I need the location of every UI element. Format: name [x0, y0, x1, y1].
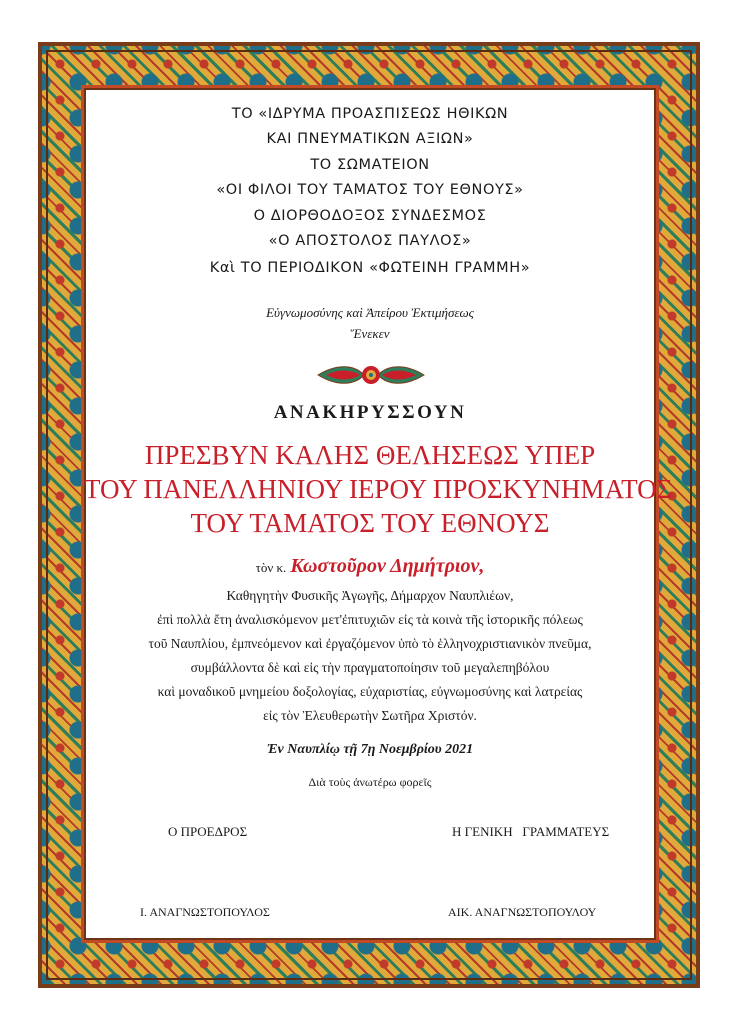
- on-behalf-line: Διὰ τοὺς ἀνωτέρω φορεῖς: [308, 775, 432, 789]
- header-line-6: «Ο ΑΠΟΣΤΟΛΟΣ ΠΑΥΛΟΣ»: [268, 233, 472, 249]
- header-line-3: ΤΟ ΣΩΜΑΤΕΙΟΝ: [310, 157, 430, 173]
- signature-name-right: ΑΙΚ. ΑΝΑΓΝΩΣΤΟΠΟΥΛΟΥ: [448, 905, 597, 919]
- signature-title-left: Ο ΠΡΟΕΔΡΟΣ: [168, 824, 248, 839]
- header-line-4: «ΟΙ ΦΙΛΟΙ ΤΟΥ ΤΑΜΑΤΟΣ ΤΟΥ ΕΘΝΟΥΣ»: [216, 182, 524, 198]
- body-line-4: συμβάλλοντα δὲ καὶ εἰς τὴν πραγματοποίησιν τοῦ μεγαλεπηβόλου: [190, 660, 550, 675]
- header-line-1: ΤΟ «ΙΔΡΥΜΑ ΠΡΟΑΣΠΙΣΕΩΣ ΗΘΙΚΩΝ: [231, 106, 509, 122]
- floral-ornament-icon: [316, 362, 426, 388]
- title-line-2: ΤΟΥ ΠΑΝΕΛΛΗΝΙΟΥ ΙΕΡΟΥ ΠΡΟΣΚΥΝΗΜΑΤΟΣ: [84, 474, 673, 504]
- body-line-6: εἰς τὸν Ἐλευθερωτὴν Σωτῆρα Χριστόν.: [263, 708, 477, 723]
- body-line-3: τοῦ Ναυπλίου, ἐμπνεόμενον καὶ ἐργαζόμενον ὑπὸ τὸ ἑλληνοχριστιανικὸν πνεῦμα,: [148, 636, 592, 651]
- recipient-prefix: τὸν κ.: [255, 560, 287, 575]
- signature-title-right: Η ΓΕΝΙΚΗ ΓΡΑΜΜΑΤΕΥΣ: [452, 824, 610, 839]
- body-line-1: Καθηγητὴν Φυσικῆς Ἀγωγῆς, Δήμαρχον Ναυπλιέων,: [226, 588, 514, 603]
- header-line-2: ΚΑΙ ΠΝΕΥΜΑΤΙΚΩΝ ΑΞΙΩΝ»: [266, 131, 474, 147]
- proclaim-heading: ΑΝΑΚΗΡΥΣΣΟΥΝ: [273, 402, 467, 423]
- gratitude-line-1: Εὐγνωμοσύνης καὶ Ἀπείρου Ἐκτιμήσεως: [266, 305, 474, 320]
- recipient-name: Κωστοῦρον Δημήτριον,: [290, 555, 485, 577]
- title-line-3: ΤΟΥ ΤΑΜΑΤΟΣ ΤΟΥ ΕΘΝΟΥΣ: [190, 508, 550, 538]
- header-line-5: Ο ΔΙΟΡΘΟΔΟΞΟΣ ΣΥΝΔΕΣΜΟΣ: [253, 208, 487, 224]
- recipient-line: [84, 555, 656, 578]
- body-line-5: καὶ μοναδικοῦ μνημείου δοξολογίας, εὐχαριστίας, εὐγνωμοσύνης καὶ λατρείας: [157, 684, 583, 699]
- body-line-2: ἐπὶ πολλὰ ἔτη ἀναλισκόμενον μετ'ἐπιτυχιῶν εἰς τὰ κοινὰ τῆς ἱστορικῆς πόλεως: [157, 612, 583, 627]
- gratitude-line-2: Ἕνεκεν: [350, 326, 390, 341]
- title-line-1: ΠΡΕΣΒΥΝ ΚΑΛΗΣ ΘΕΛΗΣΕΩΣ ΥΠΕΡ: [144, 440, 596, 470]
- date-line: Ἐν Ναυπλίῳ τῇ 7ῃ Νοεμβρίου 2021: [266, 742, 474, 757]
- header-line-7: Καὶ ΤΟ ΠΕΡΙΟΔΙΚΟΝ «ΦΩΤΕΙΝΗ ΓΡΑΜΜΗ»: [209, 260, 531, 276]
- signature-name-left: Ι. ΑΝΑΓΝΩΣΤΟΠΟΥΛΟΣ: [140, 905, 270, 919]
